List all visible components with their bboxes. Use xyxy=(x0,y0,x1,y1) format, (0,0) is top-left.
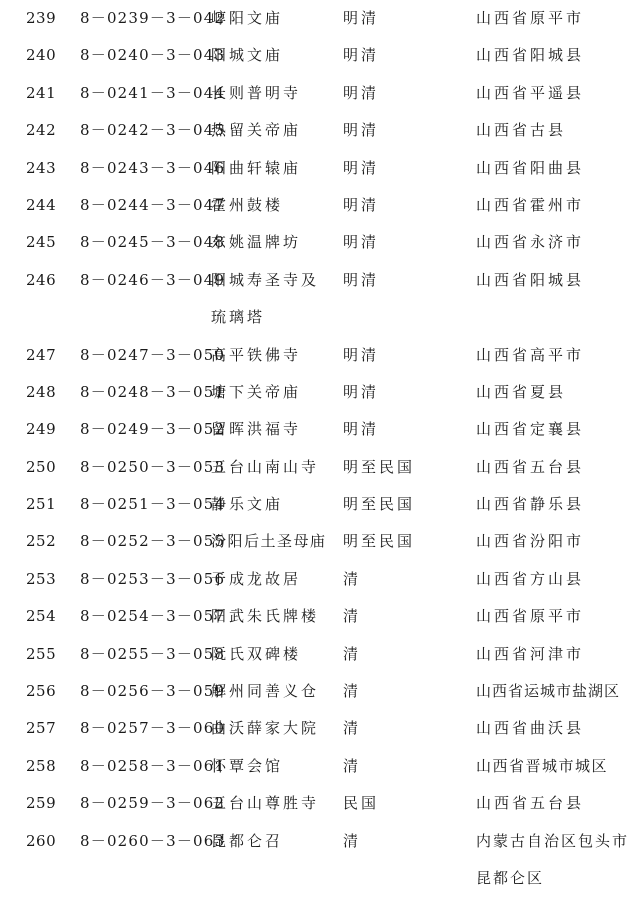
row-era: 明清 xyxy=(343,345,380,364)
row-number: 242 xyxy=(26,121,57,140)
table-row xyxy=(0,37,640,74)
row-code: 8－0256－3－059 xyxy=(80,682,226,701)
row-era: 清 xyxy=(343,644,362,663)
row-number: 259 xyxy=(26,794,57,813)
row-location: 山西省定襄县 xyxy=(476,420,585,439)
row-number: 250 xyxy=(26,457,57,476)
row-code: 8－0244－3－047 xyxy=(80,195,226,214)
row-name: 解州同善义仓 xyxy=(211,682,320,701)
row-location: 山西省原平市 xyxy=(476,607,585,626)
row-code: 8－0242－3－045 xyxy=(80,121,226,140)
row-location: 山西省五台县 xyxy=(476,794,585,813)
row-code: 8－0248－3－051 xyxy=(80,382,226,401)
row-location: 山西省平遥县 xyxy=(476,83,585,102)
row-number: 252 xyxy=(26,532,57,551)
row-code: 8－0243－3－046 xyxy=(80,158,226,177)
row-code: 8－0255－3－058 xyxy=(80,644,226,663)
table-row xyxy=(0,187,640,224)
row-location: 山西省河津市 xyxy=(476,644,585,663)
row-era: 清 xyxy=(343,682,362,701)
row-number: 260 xyxy=(26,831,57,850)
row-location: 山西省霍州市 xyxy=(476,195,585,214)
row-location: 内蒙古自治区包头市昆都仑区 xyxy=(476,831,630,888)
table-row xyxy=(0,486,640,523)
table-row xyxy=(0,337,640,374)
row-location: 山西省阳城县 xyxy=(476,270,585,289)
row-name: 五台山尊胜寺 xyxy=(211,794,320,813)
row-location: 山西省夏县 xyxy=(476,382,567,401)
table-row xyxy=(0,748,640,785)
row-era: 明清 xyxy=(343,233,380,252)
row-era: 清 xyxy=(343,756,362,775)
row-number: 245 xyxy=(26,233,57,252)
row-name: 阮氏双碑楼 xyxy=(211,644,302,663)
row-era: 明清 xyxy=(343,9,380,27)
row-name: 怀覃会馆 xyxy=(211,756,284,775)
row-location: 山西省永济市 xyxy=(476,233,585,252)
table-row xyxy=(0,411,640,448)
row-era: 明清 xyxy=(343,83,380,102)
row-code: 8－0259－3－062 xyxy=(80,794,226,813)
table-row xyxy=(0,598,640,635)
table-row xyxy=(0,785,640,822)
row-era: 清 xyxy=(343,831,362,850)
row-era: 清 xyxy=(343,607,362,626)
row-number: 243 xyxy=(26,158,57,177)
row-name: 东姚温牌坊 xyxy=(211,233,302,252)
row-number: 241 xyxy=(26,83,57,102)
row-location: 山西省运城市盐湖区 xyxy=(476,682,621,701)
row-name: 留晖洪福寺 xyxy=(211,420,302,439)
row-code: 8－0249－3－052 xyxy=(80,420,226,439)
row-number: 247 xyxy=(26,345,57,364)
row-number: 253 xyxy=(26,569,57,588)
row-era: 明至民国 xyxy=(343,532,416,551)
row-number: 240 xyxy=(26,46,57,65)
row-location: 山西省原平市 xyxy=(476,9,585,27)
row-code: 8－0253－3－056 xyxy=(80,569,226,588)
table-row xyxy=(0,449,640,486)
row-code: 8－0245－3－048 xyxy=(80,233,226,252)
row-number: 255 xyxy=(26,644,57,663)
row-era: 清 xyxy=(343,569,362,588)
table-row xyxy=(0,150,640,187)
row-number: 239 xyxy=(26,9,57,27)
table-row xyxy=(0,636,640,673)
row-code: 8－0247－3－050 xyxy=(80,345,226,364)
row-era: 明清 xyxy=(343,195,380,214)
row-name: 昆都仑召 xyxy=(211,831,284,850)
row-name: 热留关帝庙 xyxy=(211,121,302,140)
row-name: 阳曲轩辕庙 xyxy=(211,158,302,177)
row-era: 明至民国 xyxy=(343,495,416,514)
row-name: 崞阳文庙 xyxy=(211,9,284,27)
row-location: 山西省静乐县 xyxy=(476,495,585,514)
row-code: 8－0240－3－043 xyxy=(80,46,226,65)
table-row xyxy=(0,374,640,411)
row-name: 阳武朱氏牌楼 xyxy=(211,607,320,626)
row-location: 山西省曲沃县 xyxy=(476,719,585,738)
row-code: 8－0257－3－060 xyxy=(80,719,226,738)
row-name: 阳城寿圣寺及琉璃塔 xyxy=(211,270,320,327)
row-location: 山西省汾阳市 xyxy=(476,532,585,551)
row-location: 山西省古县 xyxy=(476,121,567,140)
row-location: 山西省五台县 xyxy=(476,457,585,476)
row-name: 于成龙故居 xyxy=(211,569,302,588)
row-number: 258 xyxy=(26,756,57,775)
row-name: 五台山南山寺 xyxy=(211,457,320,476)
row-location: 山西省晋城市城区 xyxy=(476,756,609,775)
row-code: 8－0251－3－054 xyxy=(80,495,226,514)
row-code: 8－0260－3－063 xyxy=(80,831,226,850)
row-code: 8－0246－3－049 xyxy=(80,270,226,289)
row-number: 249 xyxy=(26,420,57,439)
row-era: 明清 xyxy=(343,46,380,65)
row-code: 8－0241－3－044 xyxy=(80,83,226,102)
row-number: 246 xyxy=(26,270,57,289)
row-number: 248 xyxy=(26,382,57,401)
row-era: 明清 xyxy=(343,382,380,401)
row-number: 256 xyxy=(26,682,57,701)
table-row xyxy=(0,0,640,37)
row-location: 山西省方山县 xyxy=(476,569,585,588)
table-row xyxy=(0,673,640,710)
table-row xyxy=(0,823,640,898)
row-code: 8－0250－3－053 xyxy=(80,457,226,476)
row-name: 阳城文庙 xyxy=(211,46,284,65)
row-number: 251 xyxy=(26,495,57,514)
table-row xyxy=(0,224,640,261)
row-era: 清 xyxy=(343,719,362,738)
row-code: 8－0252－3－055 xyxy=(80,532,226,551)
row-era: 明清 xyxy=(343,420,380,439)
row-name: 静乐文庙 xyxy=(211,495,284,514)
row-era: 明清 xyxy=(343,270,380,289)
row-location: 山西省阳城县 xyxy=(476,46,585,65)
row-era: 民国 xyxy=(343,794,380,813)
row-name: 汾阳后土圣母庙 xyxy=(211,532,327,551)
row-era: 明至民国 xyxy=(343,457,416,476)
table-row xyxy=(0,710,640,747)
table-row xyxy=(0,75,640,112)
row-location: 山西省高平市 xyxy=(476,345,585,364)
table-row xyxy=(0,523,640,560)
row-code: 8－0239－3－042 xyxy=(80,9,226,27)
row-name: 长则普明寺 xyxy=(211,83,302,102)
row-code: 8－0254－3－057 xyxy=(80,607,226,626)
row-number: 254 xyxy=(26,607,57,626)
row-name: 曲沃薛家大院 xyxy=(211,719,320,738)
row-era: 明清 xyxy=(343,158,380,177)
table-row xyxy=(0,262,640,337)
row-name: 霍州鼓楼 xyxy=(211,195,284,214)
row-name: 高平铁佛寺 xyxy=(211,345,302,364)
row-era: 明清 xyxy=(343,121,380,140)
row-location: 山西省阳曲县 xyxy=(476,158,585,177)
row-number: 257 xyxy=(26,719,57,738)
row-name: 塘下关帝庙 xyxy=(211,382,302,401)
row-number: 244 xyxy=(26,195,57,214)
table-row xyxy=(0,112,640,149)
row-code: 8－0258－3－061 xyxy=(80,756,226,775)
table-row xyxy=(0,561,640,598)
